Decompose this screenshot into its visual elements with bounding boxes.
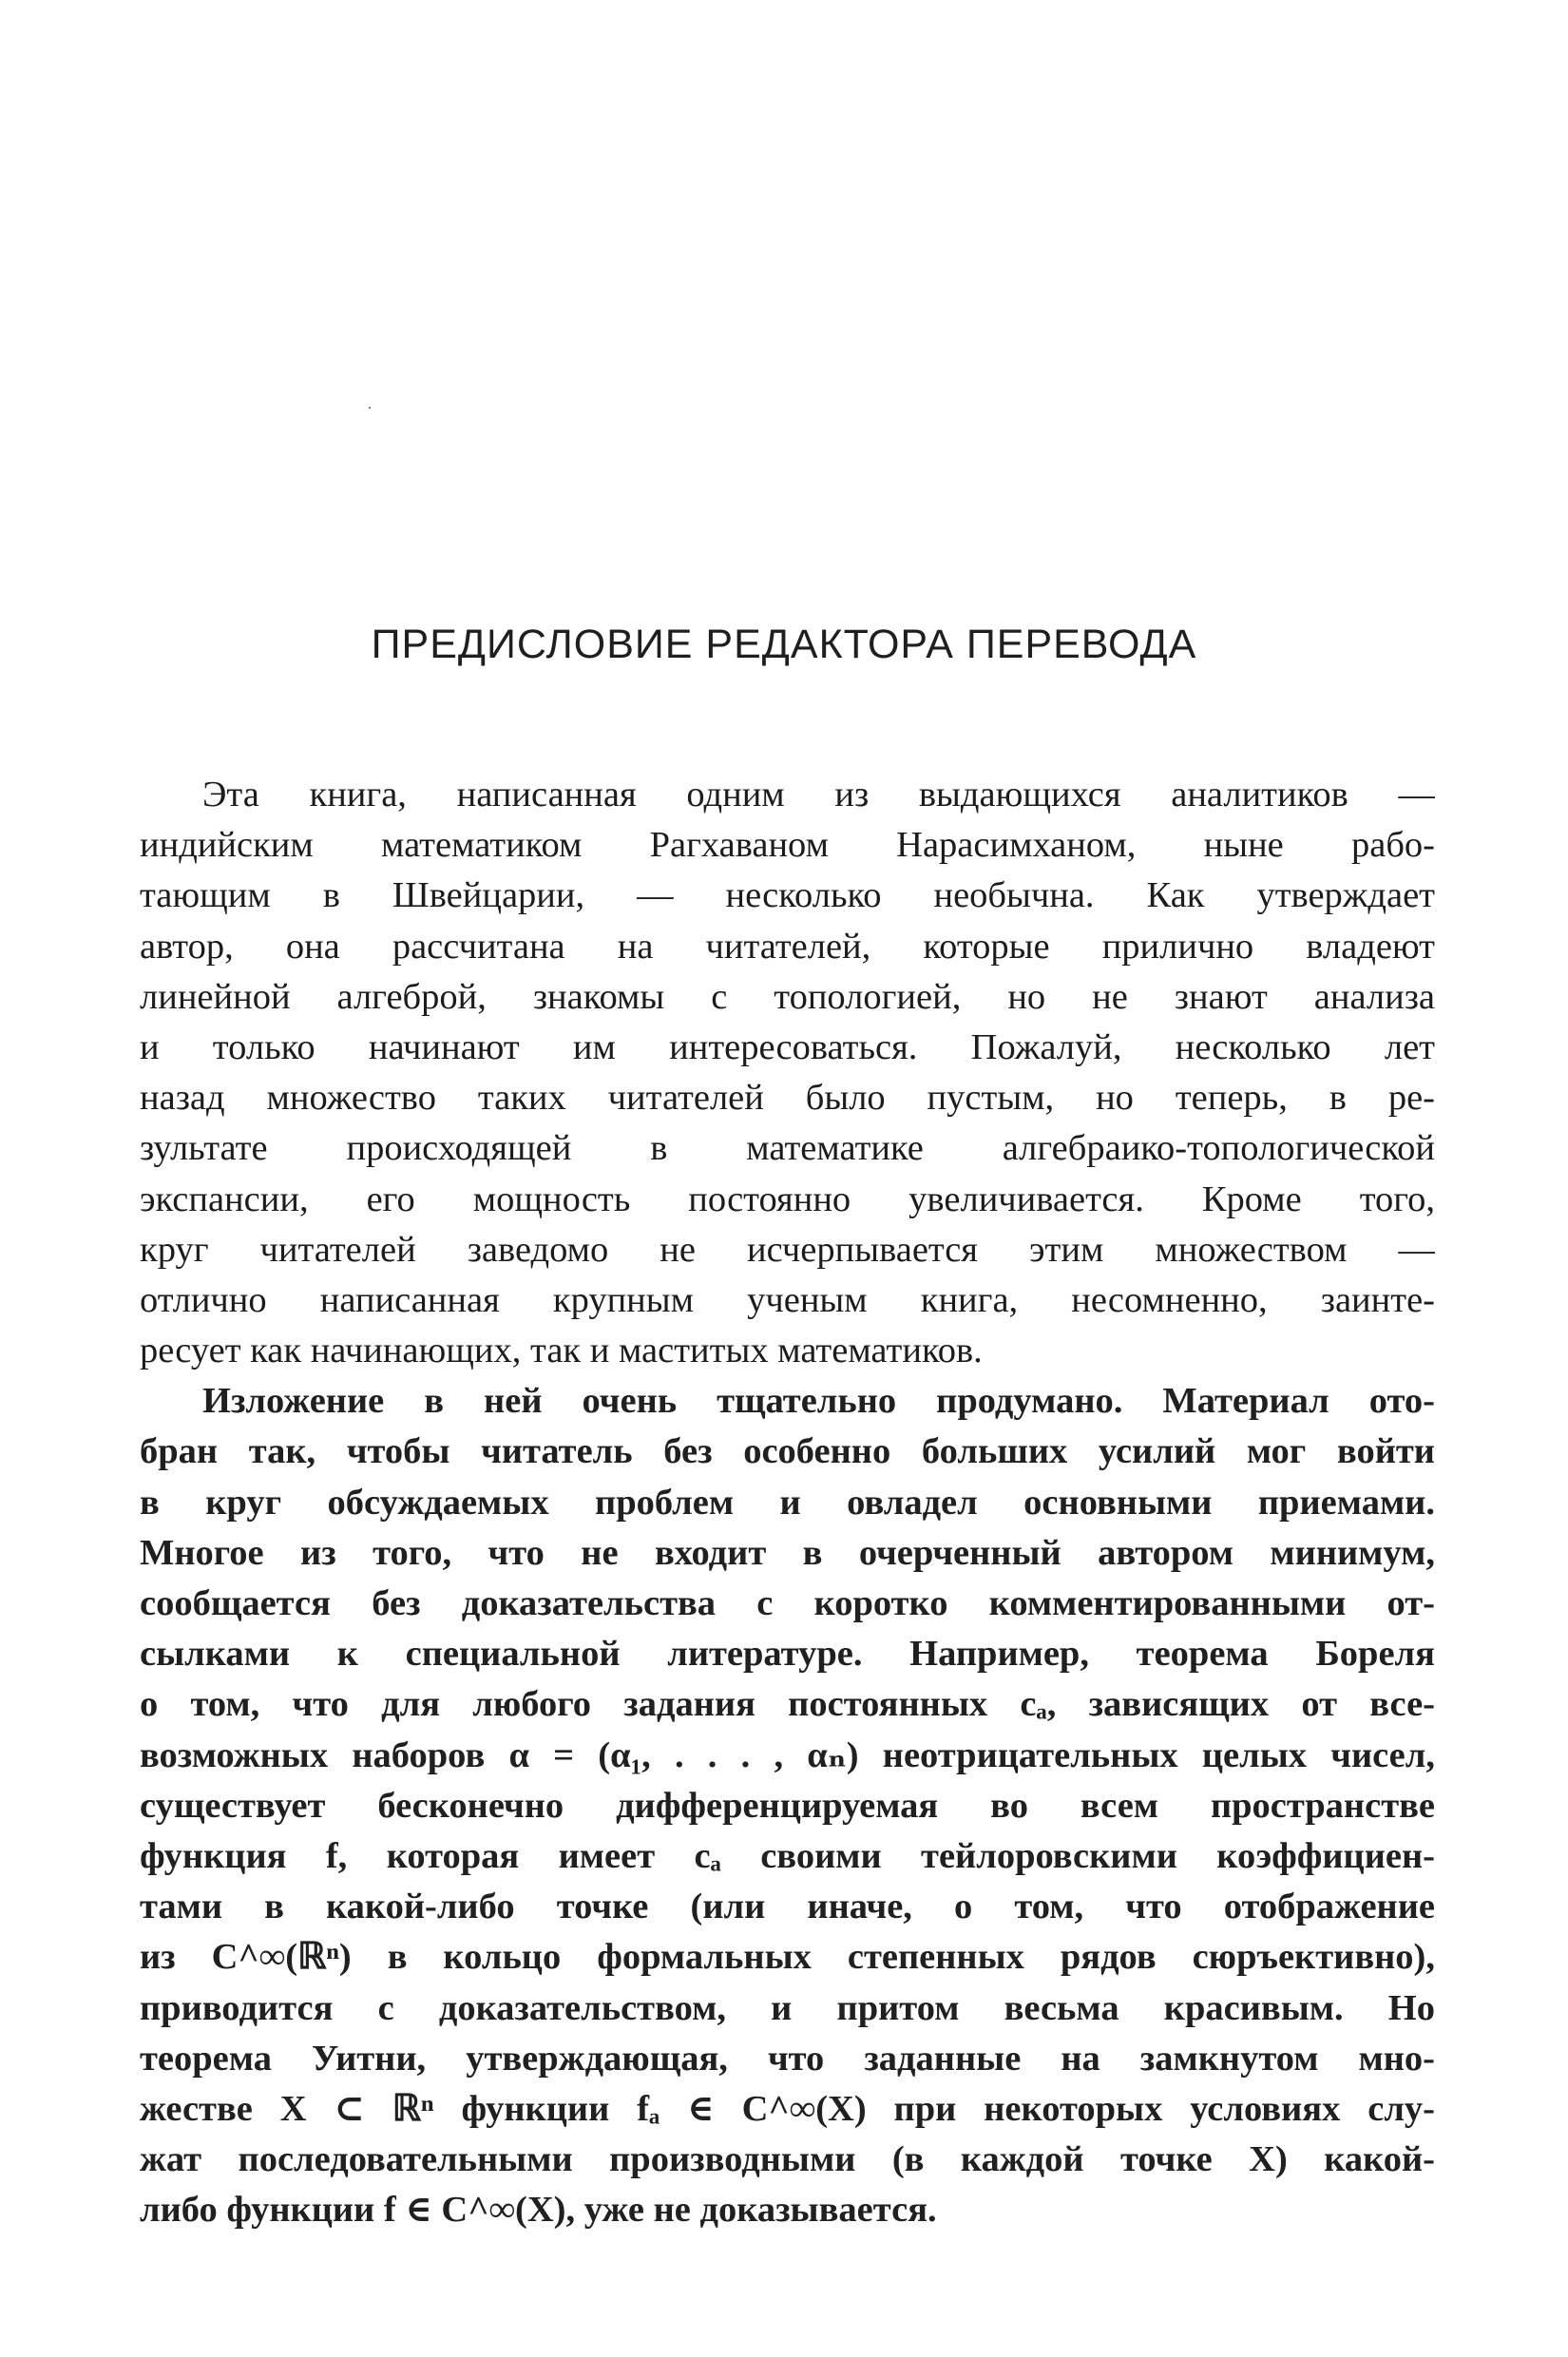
paragraph-2-line: бран так, чтобы читатель без особенно больших усилий мог войти bbox=[140, 1431, 1435, 1472]
paragraph-1-line: ресует как начинающих, так и маститых математиков. bbox=[140, 1331, 983, 1371]
paragraph-2-line: существует бесконечно дифференцируемая во всем пространстве bbox=[140, 1785, 1435, 1826]
paragraph-2-line: сылками к специальной литературе. Например, теорема Бореля bbox=[140, 1634, 1435, 1675]
paragraph-2-line: о том, что для любого задания постоянных cₐ, зависящих от все- bbox=[140, 1684, 1435, 1725]
print-speck bbox=[369, 407, 371, 409]
paragraph-1-line: зультате происходящей в математике алгебраико-топологической bbox=[140, 1128, 1435, 1169]
paragraph-1-line: Эта книга, написанная одним из выдающихся аналитиков — bbox=[202, 775, 1435, 814]
paragraph-1-line: автор, она рассчитана на читателей, которые прилично владеют bbox=[140, 926, 1435, 967]
paragraph-2-line: приводится с доказательством, и притом весьма красивым. Но bbox=[140, 1987, 1435, 2028]
paragraph-1-line: индийским математиком Рагхаваном Нарасимханом, ныне рабо- bbox=[140, 825, 1435, 866]
body-text bbox=[140, 770, 1435, 2235]
paragraph-1-line: и только начинают им интересоваться. Пожалуй, несколько лет bbox=[140, 1026, 1435, 1067]
paragraph-1-line: тающим в Швейцарии, — несколько необычна. Как утверждает bbox=[140, 875, 1435, 916]
paragraph-2-line: в круг обсуждаемых проблем и овладел основными приемами. bbox=[140, 1482, 1435, 1523]
paragraph-2-line: либо функции f ∈ C^∞(X), уже не доказывается. bbox=[140, 2190, 937, 2231]
paragraph-2-line: теорема Уитни, утверждающая, что заданные на замкнутом мно- bbox=[140, 2038, 1435, 2079]
paragraph-2-line: сообщается без доказательства с коротко комментированными от- bbox=[140, 1583, 1435, 1623]
paragraph-1-line: экспансии, его мощность постоянно увеличивается. Кроме того, bbox=[140, 1178, 1435, 1219]
paragraph-2-line: возможных наборов α = (α₁, . . . , αₙ) неотрицательных целых чисел, bbox=[140, 1734, 1435, 1775]
paragraph-2-line: из C^∞(ℝⁿ) в кольцо формальных степенных рядов сюръективно), bbox=[140, 1937, 1435, 1978]
paragraph-2-line: жат последовательными производными (в каждой точке X) какой- bbox=[140, 2139, 1435, 2180]
paragraph-2-line: жестве X ⊂ ℝⁿ функции fₐ ∈ C^∞(X) при некоторых условиях слу- bbox=[140, 2088, 1435, 2129]
paragraph-1-line: круг читателей заведомо не исчерпывается этим множеством — bbox=[140, 1229, 1435, 1270]
paragraph-2-line: функция f, которая имеет cₐ своими тейлоровскими коэффициен- bbox=[140, 1835, 1435, 1876]
paragraph-2-line: Изложение в ней очень тщательно продумано. Материал ото- bbox=[202, 1381, 1435, 1422]
page-title: ПРЕДИСЛОВИЕ РЕДАКТОРА ПЕРЕВОДА bbox=[371, 622, 1197, 667]
paragraph-1-line: линейной алгеброй, знакомы с топологией, но не знают анализа bbox=[140, 976, 1435, 1017]
paragraph-2-line: Многое из того, что не входит в очерченный автором минимум, bbox=[140, 1532, 1435, 1573]
paragraph-1-line: отлично написанная крупным ученым книга, несомненно, заинте- bbox=[140, 1279, 1435, 1320]
paragraph-1-line: назад множество таких читателей было пустым, но теперь, в ре- bbox=[140, 1078, 1435, 1119]
paragraph-2-line: тами в какой-либо точке (или иначе, о том, что отображение bbox=[140, 1887, 1435, 1927]
